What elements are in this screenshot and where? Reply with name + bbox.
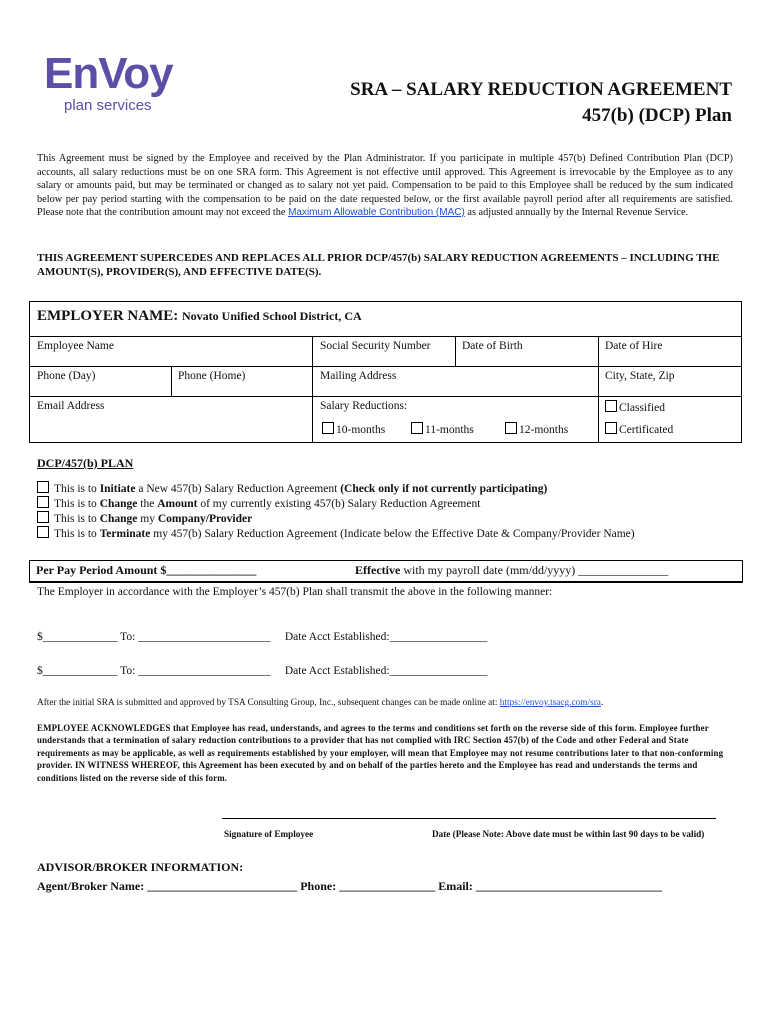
12-months-checkbox[interactable]: [505, 422, 517, 434]
11-months-label: 11-months: [425, 424, 474, 436]
classified-checkbox[interactable]: [605, 400, 617, 412]
phone-day-field[interactable]: Phone (Day): [37, 370, 96, 382]
opt1-text-a: This is to: [54, 483, 100, 495]
per-pay-period-box: [29, 560, 743, 583]
option-change-provider[interactable]: [37, 511, 252, 525]
employer-name-label: EMPLOYER NAME:: [37, 308, 179, 324]
10-months-label: 10-months: [336, 424, 386, 436]
opt4-text-a: This is to: [54, 528, 100, 540]
change-amount-checkbox[interactable]: [37, 496, 49, 508]
employer-info-box: [29, 301, 742, 443]
certificated-option[interactable]: [605, 422, 673, 436]
advisor-heading: ADVISOR/BROKER INFORMATION:: [37, 860, 244, 874]
intro-text: This Agreement must be signed by the Employee and received by the Plan Administrator. If you participate in multiple 457(b) Defined Contribution Plan (DCP) accounts, all salary reductions must be on one SRA form. This Agreement is not effective until approved. This Agreement is irrevocable by the Employee as to any salary or amounts paid, but may be terminated or changed as to salary not yet paid. Compensation to be paid to this Employee shall be reduced by the sum indicated below per pay period starting with the compensation to be paid on the date requested below, or the first available payroll period after all requirements are satisfied. Please note that the contribution amount may not exceed the: [37, 153, 733, 218]
plan-section-title: DCP/457(b) PLAN: [37, 456, 134, 470]
salary-reductions-label: Salary Reductions:: [320, 400, 408, 412]
signature-date-label: Date (Please Note: Above date must be within last 90 days to be valid): [432, 829, 705, 839]
mac-link[interactable]: Maximum Allowable Contribution (MAC): [288, 207, 465, 218]
opt3-text-a: This is to: [54, 513, 100, 525]
opt1-text-d: (Check only if not currently participating): [340, 483, 548, 495]
opt2-text-e: of my currently existing 457(b) Salary Reduction Agreement: [197, 498, 481, 510]
employer-name-value: Novato Unified School District, CA: [182, 309, 362, 323]
opt4-text-b: Terminate: [99, 528, 151, 540]
classified-option[interactable]: [605, 400, 665, 414]
email-field[interactable]: Email Address: [37, 400, 105, 412]
signature-line[interactable]: [222, 818, 716, 819]
ssn-field[interactable]: Social Security Number: [320, 340, 431, 352]
doh-field[interactable]: Date of Hire: [605, 340, 663, 352]
online-end: .: [600, 698, 604, 708]
mailing-address-field[interactable]: Mailing Address: [320, 370, 397, 382]
signature-label: Signature of Employee: [224, 829, 314, 839]
opt2-text-c: the: [137, 498, 158, 510]
opt4-text-c: my 457(b) Salary Reduction Agreement (Indicate below the Effective Date & Company/Provider Name): [150, 528, 635, 540]
11-months-option[interactable]: [411, 422, 474, 436]
opt3-text-b: Change: [99, 513, 138, 525]
employer-transmit-text: The Employer in accordance with the Employer’s 457(b) Plan shall transmit the above in the following manner:: [37, 586, 553, 598]
dob-field[interactable]: Date of Birth: [462, 340, 523, 352]
certificated-label: Certificated: [619, 424, 674, 436]
per-pay-amount-field[interactable]: Per Pay Period Amount $_______________: [36, 563, 257, 577]
employer-name-row: [30, 302, 741, 337]
12-months-option[interactable]: [505, 422, 568, 436]
city-state-zip-field[interactable]: City, State, Zip: [605, 370, 675, 382]
effective-rest: with my payroll date (mm/dd/yyyy) _______________: [400, 563, 669, 577]
intro-paragraph: [37, 152, 733, 220]
10-months-option[interactable]: [322, 422, 385, 436]
initiate-checkbox[interactable]: [37, 481, 49, 493]
sra-online-link[interactable]: https://envoy.tsacg.com/sra: [499, 698, 601, 708]
transmit-row-2[interactable]: $_____________ To: _______________________ Date Acct Established:_________________: [37, 665, 488, 677]
option-initiate[interactable]: [37, 481, 547, 495]
opt2-text-b: Change: [99, 498, 138, 510]
10-months-checkbox[interactable]: [322, 422, 334, 434]
opt1-text-c: a New 457(b) Salary Reduction Agreement: [135, 483, 341, 495]
agent-broker-line[interactable]: Agent/Broker Name: _________________________ Phone: ________________ Email: _______________________________: [37, 879, 662, 893]
classified-label: Classified: [619, 402, 665, 414]
transmit-row-1[interactable]: $_____________ To: _______________________ Date Acct Established:_________________: [37, 631, 488, 643]
form-title: SRA – SALARY REDUCTION AGREEMENT: [350, 79, 732, 100]
terminate-checkbox[interactable]: [37, 526, 49, 538]
certificated-checkbox[interactable]: [605, 422, 617, 434]
opt2-text-a: This is to: [54, 498, 100, 510]
employer-name-heading: [37, 308, 362, 325]
opt1-text-b: Initiate: [99, 483, 136, 495]
11-months-checkbox[interactable]: [411, 422, 423, 434]
online-changes-note: [37, 698, 603, 708]
online-text: After the initial SRA is submitted and approved by TSA Consulting Group, Inc., subsequent changes can be made online at:: [37, 698, 500, 708]
employee-name-field[interactable]: Employee Name: [37, 340, 114, 352]
change-provider-checkbox[interactable]: [37, 511, 49, 523]
supercede-notice: THIS AGREEMENT SUPERCEDES AND REPLACES ALL PRIOR DCP/457(b) SALARY REDUCTION AGREEMENTS – INCLUDING THE AMOUNT(S), PROVIDER(S), AND EFFECTIVE DATE(S).: [37, 252, 720, 278]
intro-tail: as adjusted annually by the Internal Revenue Service.: [467, 207, 689, 218]
opt2-text-d: Amount: [157, 498, 198, 510]
effective-date-field[interactable]: [355, 563, 668, 578]
envoy-logo-subtitle: plan services: [64, 97, 152, 114]
option-terminate[interactable]: [37, 526, 635, 540]
form-subtitle: 457(b) (DCP) Plan: [582, 105, 732, 126]
effective-label: Effective: [355, 563, 401, 577]
phone-home-field[interactable]: Phone (Home): [178, 370, 246, 382]
employee-acknowledgement: EMPLOYEE ACKNOWLEDGES that Employee has read, understands, and agrees to the terms and conditions set forth on the reverse side of this form. Employee further understands that a termination of salary reduction contributions to a provider that has not complied with IRC Section 457(b) of the Code and other Federal and State requirements as may be applicable, as well as requirements established by your employer, will mean that Employee may not resume contributions later to that non-conforming provider. IN WITNESS WHEREOF, this Agreement has been executed by and on behalf of the parties hereto and the Employee has read and understands the terms and conditions listed on the reverse side of this form.: [37, 723, 724, 783]
12-months-label: 12-months: [519, 424, 569, 436]
opt3-text-d: Company/Provider: [157, 513, 253, 525]
opt3-text-c: my: [137, 513, 158, 525]
envoy-logo: EnVoy: [44, 49, 173, 98]
option-change-amount[interactable]: [37, 496, 480, 510]
